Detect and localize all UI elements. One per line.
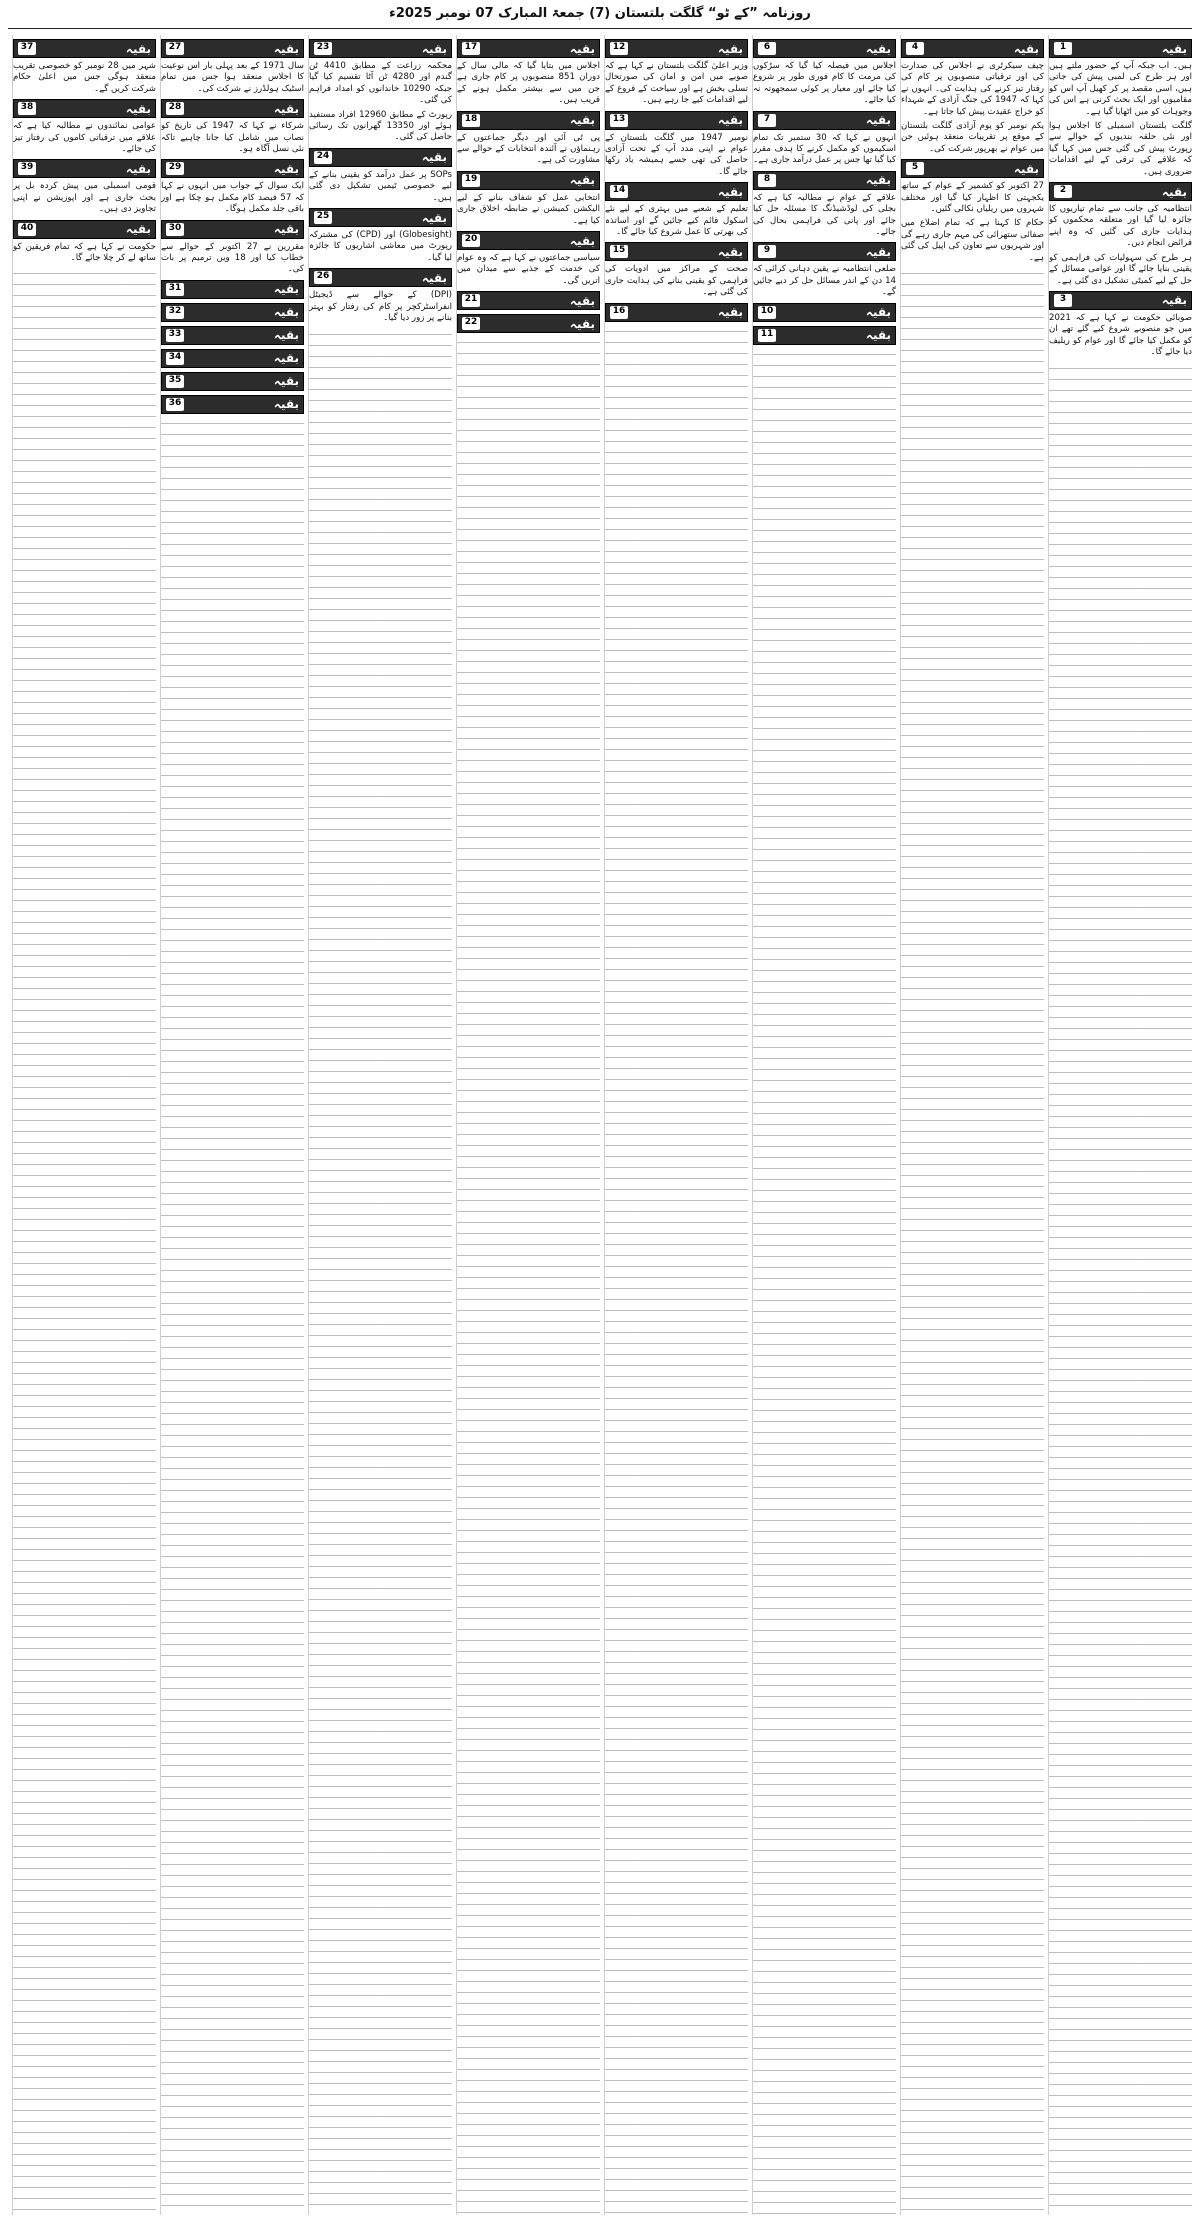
continuation-number: 14 <box>610 185 628 198</box>
continuation-flag <box>13 159 156 178</box>
continuation-word: بقیہ <box>717 41 743 56</box>
continuation-word: بقیہ <box>421 210 447 225</box>
continuation-flag <box>161 395 304 414</box>
continuation-number: 22 <box>462 317 480 330</box>
text-lines-texture <box>753 348 896 2215</box>
continuation-word: بقیہ <box>865 173 891 188</box>
continuation-number: 3 <box>1054 294 1072 307</box>
text-lines-texture <box>1049 362 1192 2215</box>
article-paragraph: صوبائی حکومت نے کہا ہے کہ 2021 میں جو منصوبے شروع کیے گئے تھے ان کو مکمل کیا جائے گا اور عوام کو ریلیف دیا جائے گا۔ <box>1049 312 1192 358</box>
article-paragraph: شرکاء نے کہا کہ 1947 کی تاریخ کو نصاب میں شامل کیا جانا چاہیے تاکہ نئی نسل آگاہ ہو۔ <box>161 121 304 155</box>
continuation-flag <box>753 326 896 345</box>
article-paragraph: انتظامیہ کی جانب سے تمام تیاریوں کا جائزہ لیا گیا اور متعلقہ محکموں کو ہدایات جاری کی گئیں کہ وہ اپنے فرائض انجام دیں۔ <box>1049 204 1192 249</box>
article-paragraph: یکم نومبر کو یوم آزادی گلگت بلتستان کے موقع پر تقریبات منعقد ہوئیں جن میں عوام نے بھرپور شرکت کی۔ <box>901 121 1044 154</box>
continuation-flag <box>753 171 896 190</box>
article-paragraph: محکمہ زراعت کے مطابق 4410 ٹن گندم اور 4280 ٹن آٹا تقسیم کیا گیا جبکہ 10290 خاندانوں کو امداد فراہم کی گئی۔ <box>309 61 452 106</box>
continuation-number: 19 <box>462 174 480 187</box>
continuation-number: 8 <box>758 174 776 187</box>
article-paragraph: وزیر اعلیٰ گلگت بلتستان نے کہا ہے کہ صوبے میں امن و امان کی صورتحال تسلی بخش ہے اور سیاحت کے فروغ کے لیے اقدامات کیے جا رہے ہیں۔ <box>605 61 748 106</box>
continuation-word: بقیہ <box>125 161 151 176</box>
continuation-number: 7 <box>758 114 776 127</box>
continuation-word: بقیہ <box>717 305 743 320</box>
continuation-number: 12 <box>610 42 628 55</box>
article-paragraph: SOPs پر عمل درآمد کو یقینی بنانے کے لیے خصوصی ٹیمیں تشکیل دی گئی ہیں۔ <box>309 169 452 203</box>
continuation-number: 21 <box>462 294 480 307</box>
article-paragraph: ہر طرح کی سہولیات کی فراہمی کو یقینی بنایا جائے گا اور عوامی مسائل کے حل کے لیے کمیٹی تشکیل دی گئی ہے۔ <box>1049 252 1192 286</box>
continuation-flag <box>13 99 156 118</box>
continuation-flag <box>605 182 748 201</box>
continuation-number: 25 <box>314 211 332 224</box>
continuation-number: 30 <box>166 223 184 236</box>
continuation-word: بقیہ <box>569 233 595 248</box>
article-paragraph: ضلعی انتظامیہ نے یقین دہانی کرائی کہ 14 دن کے اندر مسائل حل کر دیے جائیں گے۔ <box>753 264 896 298</box>
continuation-number: 2 <box>1054 185 1072 198</box>
article-paragraph: (DPI) کے حوالے سے ڈیجیٹل انفراسٹرکچر پر کام کی رفتار کو بہتر بنانے پر زور دیا گیا۔ <box>309 290 452 324</box>
article-paragraph: تعلیم کے شعبے میں بہتری کے لیے نئے اسکول قائم کیے جائیں گے اور اساتذہ کی بھرتی کا عمل شروع کیا جائے گا۔ <box>605 204 748 238</box>
continuation-flag <box>309 39 452 58</box>
article-paragraph: انہوں نے کہا کہ 30 ستمبر تک تمام اسکیموں کو مکمل کرنے کا ہدف مقرر کیا گیا تھا جس پر عمل درآمد جاری ہے۔ <box>753 132 896 166</box>
continuation-word: بقیہ <box>569 293 595 308</box>
continuation-number: 38 <box>18 102 36 115</box>
continuation-word: بقیہ <box>273 328 299 343</box>
continuation-word: بقیہ <box>1161 184 1187 199</box>
continuation-flag <box>457 171 600 190</box>
continuation-number: 20 <box>462 234 480 247</box>
columns-container <box>8 35 1192 2215</box>
text-column <box>456 35 600 2215</box>
continuation-word: بقیہ <box>273 397 299 412</box>
continuation-number: 32 <box>166 306 184 319</box>
continuation-word: بقیہ <box>421 41 447 56</box>
continuation-number: 16 <box>610 306 628 319</box>
article-paragraph: عوامی نمائندوں نے مطالبہ کیا ہے کہ علاقے میں ترقیاتی کاموں کی رفتار تیز کی جائے۔ <box>13 121 156 155</box>
continuation-word: بقیہ <box>273 161 299 176</box>
continuation-flag <box>161 280 304 299</box>
continuation-flag <box>901 39 1044 58</box>
continuation-flag <box>309 208 452 227</box>
continuation-number: 28 <box>166 102 184 115</box>
continuation-flag <box>457 231 600 250</box>
article-paragraph: قومی اسمبلی میں پیش کردہ بل پر بحث جاری ہے اور اپوزیشن نے اپنی تجاویز دی ہیں۔ <box>13 181 156 215</box>
continuation-word: بقیہ <box>569 316 595 331</box>
continuation-number: 10 <box>758 306 776 319</box>
continuation-word: بقیہ <box>273 222 299 237</box>
text-lines-texture <box>161 417 304 2215</box>
text-column <box>12 35 156 2215</box>
continuation-number: 24 <box>314 151 332 164</box>
continuation-flag <box>309 148 452 167</box>
continuation-number: 39 <box>18 162 36 175</box>
article-paragraph: پی ٹی آئی اور دیگر جماعتوں کے رہنماؤں نے آئندہ انتخابات کے حوالے سے مشاورت کی ہے۔ <box>457 132 600 166</box>
continuation-flag <box>1049 291 1192 310</box>
continuation-flag <box>753 39 896 58</box>
continuation-number: 9 <box>758 245 776 258</box>
continuation-word: بقیہ <box>1161 293 1187 308</box>
continuation-number: 26 <box>314 271 332 284</box>
continuation-word: بقیہ <box>717 184 743 199</box>
continuation-number: 33 <box>166 329 184 342</box>
continuation-word: بقیہ <box>865 244 891 259</box>
text-column <box>1048 35 1192 2215</box>
continuation-flag <box>309 268 452 287</box>
continuation-word: بقیہ <box>273 374 299 389</box>
continuation-word: بقیہ <box>569 41 595 56</box>
continuation-word: بقیہ <box>865 305 891 320</box>
continuation-word: بقیہ <box>865 328 891 343</box>
continuation-flag <box>161 326 304 345</box>
continuation-number: 1 <box>1054 42 1072 55</box>
continuation-flag <box>13 220 156 239</box>
continuation-number: 4 <box>906 42 924 55</box>
continuation-flag <box>161 349 304 368</box>
continuation-word: بقیہ <box>421 150 447 165</box>
continuation-number: 15 <box>610 245 628 258</box>
continuation-word: بقیہ <box>865 41 891 56</box>
continuation-flag <box>161 99 304 118</box>
continuation-word: بقیہ <box>1013 41 1039 56</box>
continuation-number: 23 <box>314 42 332 55</box>
continuation-word: بقیہ <box>865 113 891 128</box>
continuation-word: بقیہ <box>717 113 743 128</box>
continuation-word: بقیہ <box>273 41 299 56</box>
continuation-number: 40 <box>18 223 36 236</box>
continuation-word: بقیہ <box>717 244 743 259</box>
continuation-number: 17 <box>462 42 480 55</box>
article-paragraph: مقررین نے 27 اکتوبر کے حوالے سے خطاب کیا اور 18 ویں ترمیم پر بات کی۔ <box>161 241 304 275</box>
continuation-flag <box>753 303 896 322</box>
continuation-flag <box>753 242 896 261</box>
continuation-flag <box>605 242 748 261</box>
continuation-number: 29 <box>166 162 184 175</box>
continuation-flag <box>457 314 600 333</box>
continuation-flag <box>1049 39 1192 58</box>
continuation-flag <box>605 303 748 322</box>
continuation-number: 31 <box>166 283 184 296</box>
continuation-flag <box>605 39 748 58</box>
text-column <box>308 35 452 2215</box>
continuation-word: بقیہ <box>273 351 299 366</box>
continuation-word: بقیہ <box>125 41 151 56</box>
continuation-number: 6 <box>758 42 776 55</box>
text-lines-texture <box>457 336 600 2215</box>
article-paragraph: شہر میں 28 نومبر کو خصوصی تقریب منعقد ہوگی جس میں اعلیٰ حکام شرکت کریں گے۔ <box>13 61 156 94</box>
continuation-flag <box>13 39 156 58</box>
article-paragraph: گلگت بلتستان اسمبلی کا اجلاس ہوا اور نئی حلقہ بندیوں کے حوالے سے رپورٹ پیش کی گئی جس میں کہا گیا کہ علاقے کی ترقی کے لیے اقدامات ضروری ہیں۔ <box>1049 121 1192 177</box>
article-paragraph: رپورٹ کے مطابق 12960 افراد مستفید ہوئے اور 13350 گھرانوں تک رسائی حاصل کی گئی۔ <box>309 109 452 143</box>
continuation-flag <box>161 159 304 178</box>
text-lines-texture <box>901 267 1044 2215</box>
article-paragraph: چیف سیکرٹری نے اجلاس کی صدارت کی اور ترقیاتی منصوبوں پر کام کی رفتار تیز کرنے کی ہدایت کی۔ انہوں نے کہا کہ 1947 کی جنگ آزادی کے شہداء کو خراج عقیدت پیش کیا جاتا ہے۔ <box>901 61 1044 117</box>
continuation-flag <box>605 111 748 130</box>
continuation-word: بقیہ <box>125 222 151 237</box>
continuation-word: بقیہ <box>273 305 299 320</box>
article-paragraph: (Globesight) اور (CPD) کی مشترکہ رپورٹ میں معاشی اشاریوں کا جائزہ لیا گیا۔ <box>309 230 452 263</box>
article-paragraph: انتخابی عمل کو شفاف بنانے کے لیے الیکشن کمیشن نے ضابطہ اخلاق جاری کیا ہے۔ <box>457 192 600 226</box>
masthead: روزنامہ ”کے ٹو“ گلگت بلتستان (7) جمعۃ المبارک 07 نومبر 2025ء <box>8 6 1192 29</box>
continuation-number: 11 <box>758 329 776 342</box>
continuation-flag <box>161 220 304 239</box>
continuation-word: بقیہ <box>421 270 447 285</box>
text-lines-texture <box>13 267 156 2215</box>
continuation-word: بقیہ <box>569 113 595 128</box>
continuation-number: 37 <box>18 42 36 55</box>
article-paragraph: حکومت نے کہا ہے کہ تمام فریقین کو ساتھ لے کر چلا جائے گا۔ <box>13 241 156 264</box>
continuation-number: 18 <box>462 114 480 127</box>
continuation-number: 5 <box>906 162 924 175</box>
article-paragraph: اجلاس میں فیصلہ کیا گیا کہ سڑکوں کی مرمت کا کام فوری طور پر شروع کیا جائے اور معیار پر کوئی سمجھوتہ نہ کیا جائے۔ <box>753 61 896 106</box>
continuation-flag <box>161 39 304 58</box>
continuation-number: 27 <box>166 42 184 55</box>
continuation-flag <box>1049 182 1192 201</box>
text-column <box>604 35 748 2215</box>
continuation-word: بقیہ <box>1161 41 1187 56</box>
article-paragraph: سال 1971 کے بعد پہلی بار اس نوعیت کا اجلاس منعقد ہوا جس میں تمام اسٹیک ہولڈرز نے شرکت کی۔ <box>161 61 304 94</box>
continuation-word: بقیہ <box>125 101 151 116</box>
text-column <box>900 35 1044 2215</box>
article-paragraph: ایک سوال کے جواب میں انہوں نے کہا کہ 57 فیصد کام مکمل ہو چکا ہے اور باقی جلد مکمل ہوگا۔ <box>161 181 304 215</box>
article-paragraph: علاقے کے عوام نے مطالبہ کیا ہے کہ بجلی کی لوڈشیڈنگ کا مسئلہ حل کیا جائے اور پانی کی فراہمی بحال کی جائے۔ <box>753 192 896 238</box>
continuation-number: 36 <box>166 398 184 411</box>
article-paragraph: حکام کا کہنا ہے کہ تمام اضلاع میں صفائی ستھرائی کی مہم جاری رہے گی اور شہریوں سے تعاون کی اپیل کی گئی ہے۔ <box>901 218 1044 263</box>
continuation-word: بقیہ <box>1013 161 1039 176</box>
article-paragraph: صحت کے مراکز میں ادویات کی فراہمی کو یقینی بنانے کی ہدایت جاری کی گئی ہے۔ <box>605 264 748 298</box>
continuation-word: بقیہ <box>273 282 299 297</box>
article-paragraph: 27 اکتوبر کو کشمیر کے عوام کے ساتھ یکجہتی کا اظہار کیا گیا اور مختلف شہروں میں ریلیاں نکالی گئیں۔ <box>901 181 1044 215</box>
continuation-flag <box>457 111 600 130</box>
text-column <box>752 35 896 2215</box>
text-column <box>160 35 304 2215</box>
text-lines-texture <box>605 325 748 2215</box>
continuation-flag <box>457 39 600 58</box>
article-paragraph: اجلاس میں بتایا گیا کہ مالی سال کے دوران 851 منصوبوں پر کام جاری ہے جن میں سے بیشتر مکمل ہونے کے قریب ہیں۔ <box>457 61 600 106</box>
continuation-flag <box>161 372 304 391</box>
continuation-number: 35 <box>166 375 184 388</box>
article-paragraph: ہیں۔ اب جبکہ آپ کے حضور ملتے ہیں اور ہر طرح کی لمبی پیش کی جاتی ہیں، اسی مقصد پر کر کھیل آپ اس کو مقامیوں اور ایک بحث کرنی ہے اس کی وجوہات کو میں اٹھایا گیا ہے۔ <box>1049 61 1192 117</box>
continuation-word: بقیہ <box>273 101 299 116</box>
article-paragraph: سیاسی جماعتوں نے کہا ہے کہ وہ عوام کی خدمت کے جذبے سے میدان میں اتریں گی۔ <box>457 253 600 286</box>
continuation-number: 13 <box>610 114 628 127</box>
text-lines-texture <box>309 328 452 2216</box>
article-paragraph: نومبر 1947 میں گلگت بلتستان کے عوام نے اپنی مدد آپ کے تحت آزادی حاصل کی تھی جسے ہمیشہ یاد رکھا جائے گا۔ <box>605 132 748 177</box>
continuation-number: 34 <box>166 352 184 365</box>
continuation-flag <box>161 303 304 322</box>
continuation-flag <box>457 291 600 310</box>
continuation-flag <box>753 111 896 130</box>
continuation-flag <box>901 159 1044 178</box>
continuation-word: بقیہ <box>569 173 595 188</box>
